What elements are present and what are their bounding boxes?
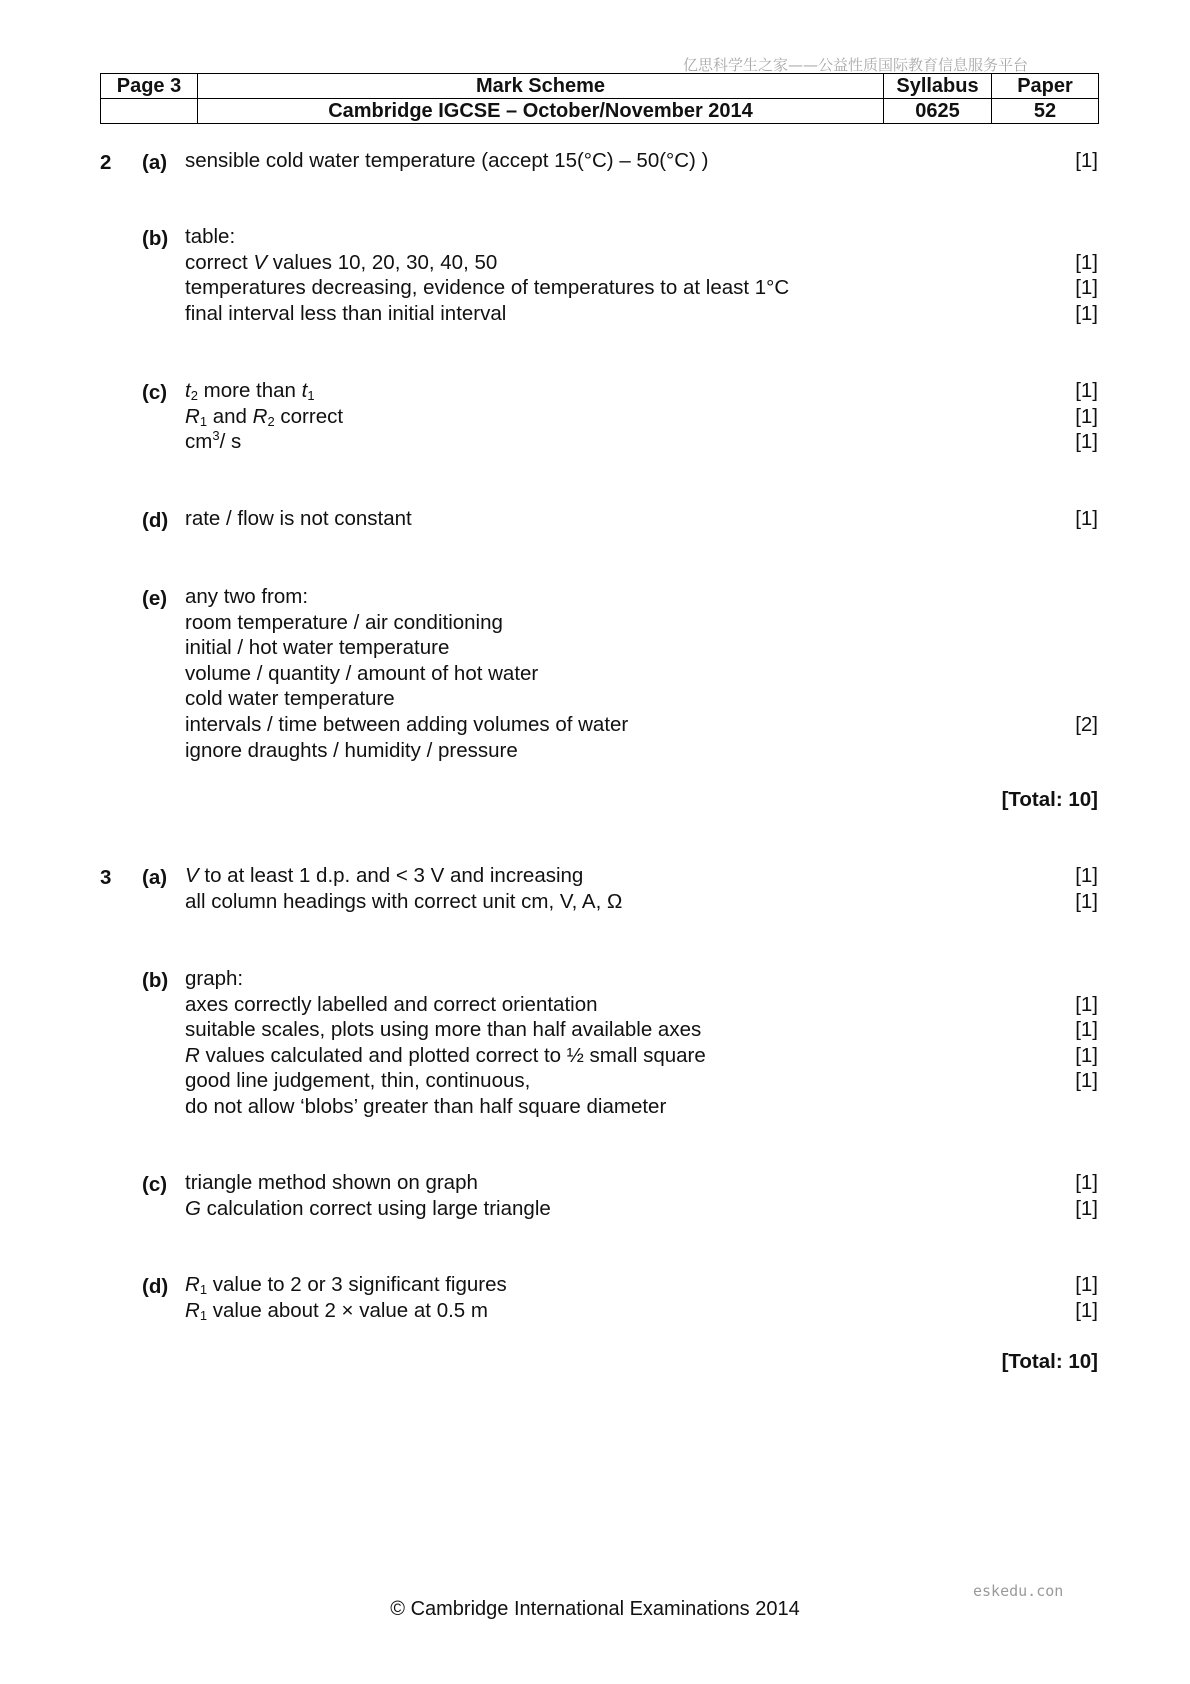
q2-part-b-text [185, 224, 789, 326]
text: / s [219, 430, 242, 454]
q3b-line-1: graph: [185, 967, 244, 990]
q3d-line-2 [185, 1298, 507, 1324]
mark: [1] [1075, 250, 1098, 274]
variable: V [185, 864, 199, 887]
mark: [1] [1075, 992, 1098, 1016]
header-syllabus-label: Syllabus [884, 74, 992, 99]
q3b-line-6: do not allow ‘blobs’ greater than half square diameter [185, 1094, 667, 1118]
q2-part-c-text [185, 378, 343, 455]
header-exam: Cambridge IGCSE – October/November 2014 [198, 99, 884, 124]
q3a-line-1 [185, 863, 622, 889]
text: value about 2 × value at 0.5 m [207, 1298, 488, 1322]
q3-part-a-label: (a) [142, 866, 168, 889]
mark: [1] [1075, 1273, 1098, 1296]
q2e-line-1: any two from: [185, 585, 309, 608]
variable: R [252, 404, 268, 428]
mark: [2] [1075, 713, 1098, 736]
q2c-line-2 [185, 404, 343, 430]
q2-part-b-marks [1075, 250, 1098, 327]
variable: t [301, 379, 308, 402]
q2-total: [Total: 10] [1001, 788, 1098, 811]
text: calculation correct using large triangle [200, 1196, 551, 1220]
q2b-line-1: table: [185, 225, 236, 248]
q3-part-a-marks [1075, 863, 1098, 914]
variable: R [185, 1273, 200, 1296]
q3b-line-4 [185, 1043, 706, 1069]
mark: [1] [1075, 1196, 1098, 1220]
q2a-line-1: sensible cold water temperature (accept 15(°C) – 50(°C) ) [185, 149, 709, 172]
mark: [1] [1075, 1069, 1098, 1093]
q3-part-b-marks [1075, 992, 1098, 1094]
text: to at least 1 d.p. and < 3 V and increasing [198, 864, 584, 887]
q3a-line-2: all column headings with correct unit cm, V, A, Ω [185, 889, 623, 913]
watermark-bottom: eskedu.con [973, 1582, 1064, 1600]
q3-part-d-label: (d) [142, 1275, 169, 1298]
variable: V [253, 250, 268, 274]
q3-part-c-label: (c) [142, 1173, 168, 1196]
text: values 10, 20, 30, 40, 50 [267, 250, 498, 274]
text: values calculated and plotted correct to ½ small square [199, 1043, 706, 1067]
mark: [1] [1075, 149, 1098, 172]
q3-part-c-text [185, 1170, 551, 1221]
text: correct [274, 404, 344, 428]
q2e-line-7: ignore draughts / humidity / pressure [185, 738, 518, 762]
variable: R [185, 1298, 200, 1322]
q2e-line-6: intervals / time between adding volumes of water [185, 712, 629, 736]
header-page: Page 3 [101, 74, 198, 99]
text: more than [197, 379, 302, 402]
text: correct [185, 250, 254, 274]
mark: [1] [1075, 864, 1098, 887]
q3-part-d-text [185, 1272, 507, 1323]
watermark-top: 亿思科学生之家——公益性质国际教育信息服务平台 [683, 56, 1029, 74]
q2b-line-2 [185, 250, 789, 276]
q2-part-e-label: (e) [142, 587, 168, 610]
q3b-line-5: good line judgement, thin, continuous, [185, 1069, 531, 1093]
question-number-2: 2 [100, 151, 112, 174]
mark: [1] [1075, 507, 1098, 530]
q2-part-d-text [185, 506, 412, 532]
q3-part-b-label: (b) [142, 969, 169, 992]
subscript: 1 [199, 1282, 208, 1297]
q3-part-b-text [185, 966, 706, 1120]
mark: [1] [1075, 889, 1098, 913]
q2d-line-1: rate / flow is not constant [185, 507, 412, 530]
mark: [1] [1075, 1018, 1098, 1042]
footer-copyright: © Cambridge International Examinations 2014 [390, 1598, 800, 1620]
q3c-line-1: triangle method shown on graph [185, 1171, 478, 1194]
text: cm [185, 430, 213, 454]
mark: [1] [1075, 1298, 1098, 1322]
q2b-line-3: temperatures decreasing, evidence of temperatures to at least 1°C [185, 276, 790, 300]
q2e-line-4: volume / quantity / amount of hot water [185, 661, 539, 685]
variable: R [185, 1043, 200, 1067]
mark: [1] [1075, 404, 1098, 428]
header-table [100, 73, 1099, 124]
mark: [1] [1075, 379, 1098, 402]
q2-part-b-label: (b) [142, 227, 169, 250]
q2c-line-1 [185, 378, 343, 404]
q2e-line-3: initial / hot water temperature [185, 636, 450, 660]
q3-part-c-marks [1075, 1170, 1098, 1221]
variable: t [185, 379, 191, 402]
q2-part-c-label: (c) [142, 381, 168, 404]
q3-total: [Total: 10] [1001, 1350, 1098, 1373]
text: and [207, 404, 253, 428]
q2c-line-3 [185, 429, 343, 455]
subscript: 1 [199, 413, 208, 429]
mark: [1] [1075, 301, 1098, 325]
subscript: 2 [190, 388, 198, 403]
q2-part-a-marks [1075, 148, 1098, 174]
q3-part-a-text [185, 863, 622, 914]
q2-part-c-marks [1075, 378, 1098, 455]
subscript: 1 [199, 1307, 208, 1323]
question-number-3: 3 [100, 866, 112, 889]
q2e-line-5: cold water temperature [185, 687, 395, 711]
header-paper-label: Paper [992, 74, 1099, 99]
q3-part-d-marks [1075, 1272, 1098, 1323]
subscript: 2 [267, 413, 275, 429]
q3c-line-2 [185, 1196, 551, 1222]
header-paper: 52 [992, 99, 1099, 124]
header-title: Mark Scheme [198, 74, 884, 99]
mark: [1] [1075, 430, 1098, 454]
header-syllabus: 0625 [884, 99, 992, 124]
variable: G [185, 1196, 201, 1220]
text: value to 2 or 3 significant figures [207, 1273, 507, 1296]
superscript: 3 [212, 428, 220, 444]
q2-part-a-text [185, 148, 708, 174]
q2b-line-4: final interval less than initial interval [185, 301, 507, 325]
q2-part-d-label: (d) [142, 509, 169, 532]
mark: [1] [1075, 1171, 1098, 1194]
q2-part-e-marks [1075, 712, 1098, 738]
q2-part-d-marks [1075, 506, 1098, 532]
q3b-line-2: axes correctly labelled and correct orientation [185, 992, 598, 1016]
mark: [1] [1075, 1043, 1098, 1067]
mark: [1] [1075, 276, 1098, 300]
q2-part-a-label: (a) [142, 151, 168, 174]
q2-part-e-text [185, 584, 628, 763]
header-empty-cell [101, 99, 198, 124]
q3b-line-3: suitable scales, plots using more than half available axes [185, 1018, 702, 1042]
subscript: 1 [307, 388, 315, 403]
variable: R [185, 404, 200, 428]
q3d-line-1 [185, 1272, 507, 1298]
q2e-line-2: room temperature / air conditioning [185, 610, 503, 634]
